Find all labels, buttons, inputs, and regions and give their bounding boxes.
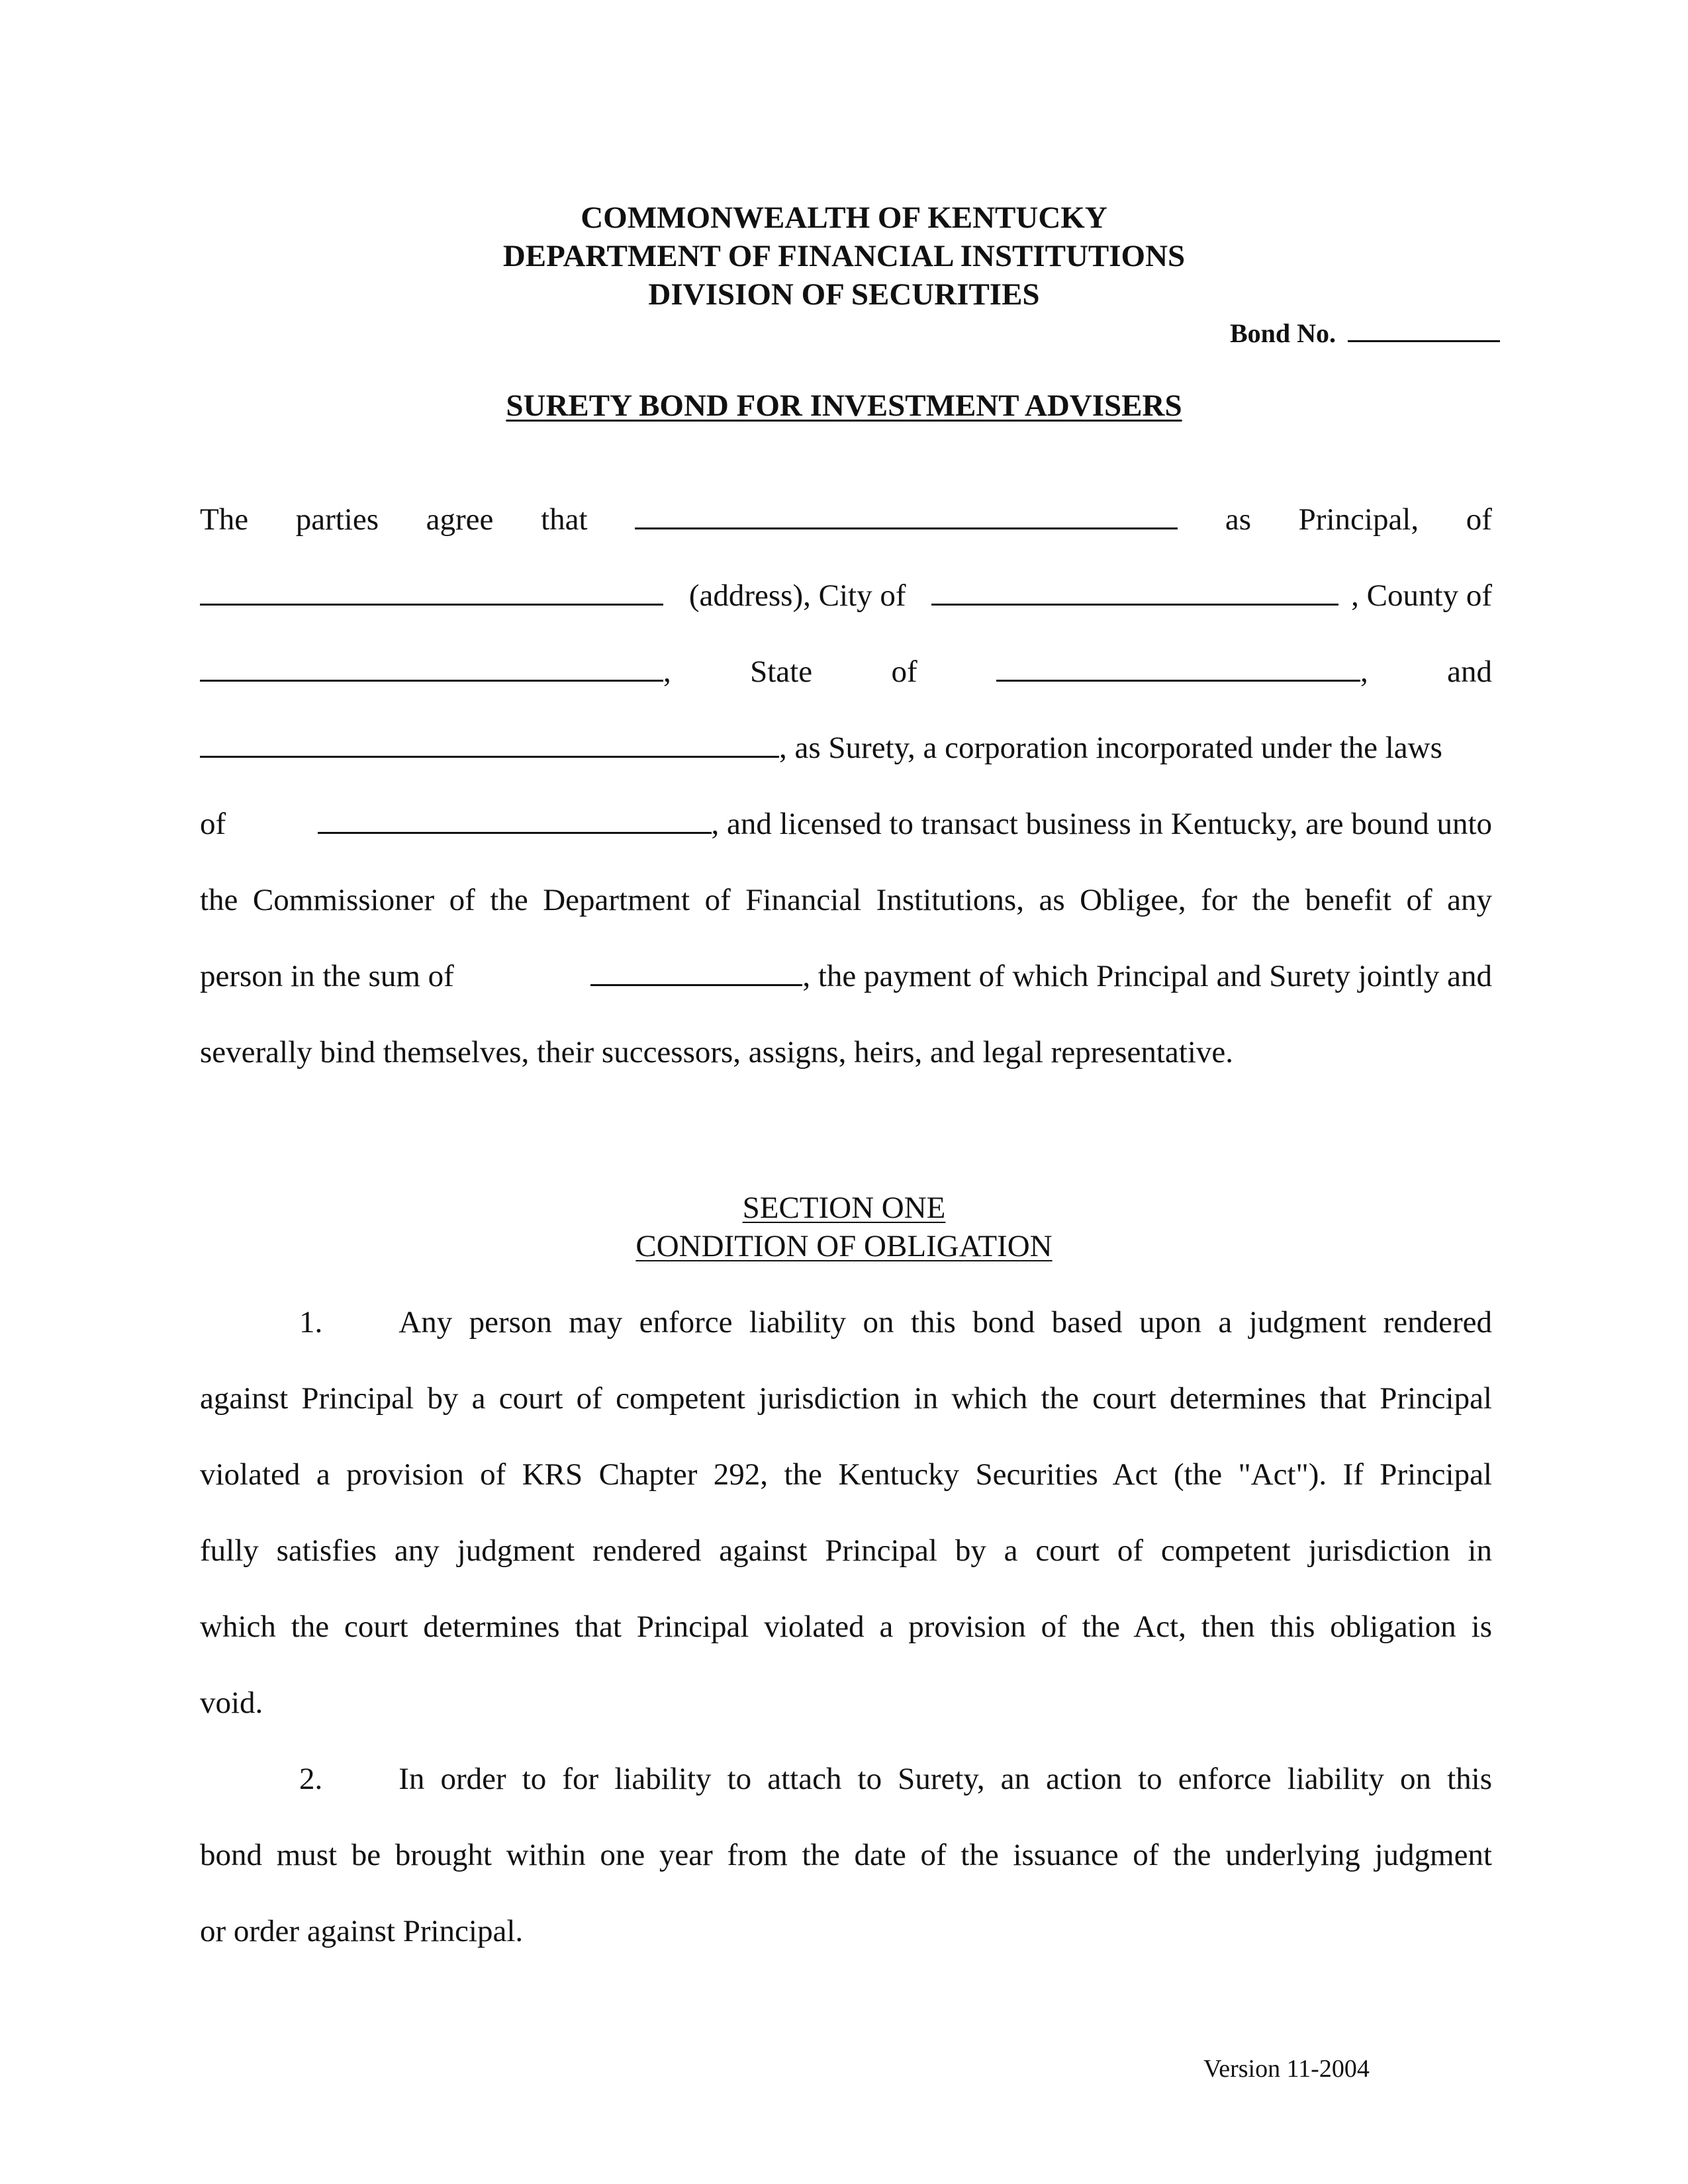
para1-line-6: void. [200, 1686, 263, 1720]
bond-number [1230, 314, 1500, 349]
intro-line-1 [200, 500, 1492, 539]
intro-word: The [200, 502, 249, 537]
intro-word: Principal, [1298, 502, 1419, 537]
intro-word: State [750, 655, 813, 689]
intro-text: (address), City of [688, 578, 906, 613]
header-commonwealth: COMMONWEALTH OF KENTUCKY [581, 201, 1107, 235]
incorporation-state-field[interactable] [318, 805, 712, 834]
para2-number: 2. [299, 1762, 323, 1796]
intro-line-5 [200, 805, 1492, 843]
intro-line-6: the Commissioner of the Department of Financial Institutions, as Obligee, for the benefit of any [200, 883, 1492, 917]
address-field[interactable] [200, 577, 663, 606]
intro-text: , [1360, 655, 1368, 689]
state-field[interactable] [996, 653, 1360, 682]
principal-name-field[interactable] [635, 501, 1178, 529]
para1-line-5: which the court determines that Principal violated a provision of the Act, then this obligation is [200, 1610, 1492, 1644]
incorporation-group [318, 805, 1493, 843]
para2-line-1 [200, 1760, 1492, 1798]
section-title: CONDITION OF OBLIGATION [635, 1229, 1053, 1263]
para1-number: 1. [299, 1305, 323, 1340]
intro-text: , as Surety, a corporation incorporated under the laws [779, 731, 1442, 765]
intro-text: , [663, 655, 671, 689]
sum-group [590, 957, 1492, 995]
document-title: SURETY BOND FOR INVESTMENT ADVISERS [506, 388, 1182, 423]
intro-word: of [1466, 502, 1492, 537]
para1-line-1 [200, 1303, 1492, 1342]
intro-word: that [541, 502, 588, 537]
intro-text: , the payment of which Principal and Surety jointly and [802, 959, 1492, 993]
intro-text: , County of [1351, 578, 1492, 613]
intro-word: and [1447, 655, 1492, 689]
intro-word: parties [295, 502, 379, 537]
para1-text: Any person may enforce liability on this bond based upon a judgment rendered [399, 1305, 1492, 1340]
surety-name-field[interactable] [200, 729, 779, 758]
para1-line-3: violated a provision of KRS Chapter 292, the Kentucky Securities Act (the "Act"). If Principal [200, 1457, 1492, 1492]
bond-number-field[interactable] [1348, 314, 1500, 342]
intro-line-8: severally bind themselves, their successors, assigns, heirs, and legal representative. [200, 1035, 1233, 1069]
intro-text: person in the sum of [200, 959, 454, 993]
intro-word: as [1225, 502, 1252, 537]
para1-line-4: fully satisfies any judgment rendered against Principal by a court of competent jurisdiction in [200, 1533, 1492, 1568]
intro-word: agree [426, 502, 494, 537]
intro-word: of [891, 655, 917, 689]
intro-line-3 [200, 653, 1492, 691]
county-field[interactable] [200, 653, 663, 682]
intro-word: of [200, 807, 226, 841]
section-number: SECTION ONE [742, 1191, 946, 1225]
intro-line-7 [200, 957, 1492, 995]
para1-line-2: against Principal by a court of competent jurisdiction in which the court determines that Principal [200, 1381, 1492, 1416]
para2-line-3: or order against Principal. [200, 1914, 524, 1948]
intro-line-2 [200, 576, 1492, 615]
header-department: DEPARTMENT OF FINANCIAL INSTITUTIONS [502, 239, 1186, 273]
county-group [200, 653, 671, 691]
state-group [996, 653, 1368, 691]
bond-number-label: Bond No. [1230, 318, 1336, 348]
intro-line-4 [200, 729, 1492, 767]
intro-text: , and licensed to transact business in Kentucky, are bound unto [711, 807, 1492, 841]
para2-text: In order to for liability to attach to Surety, an action to enforce liability on this [399, 1762, 1492, 1796]
document-header [0, 199, 1688, 314]
version-label: Version 11-2004 [1203, 2055, 1370, 2083]
city-field[interactable] [931, 577, 1338, 606]
bond-sum-field[interactable] [590, 958, 802, 986]
section-heading [0, 1189, 1688, 1265]
header-division: DIVISION OF SECURITIES [648, 277, 1040, 312]
para2-line-2: bond must be brought within one year from the date of the issuance of the underlying judgment [200, 1838, 1492, 1872]
